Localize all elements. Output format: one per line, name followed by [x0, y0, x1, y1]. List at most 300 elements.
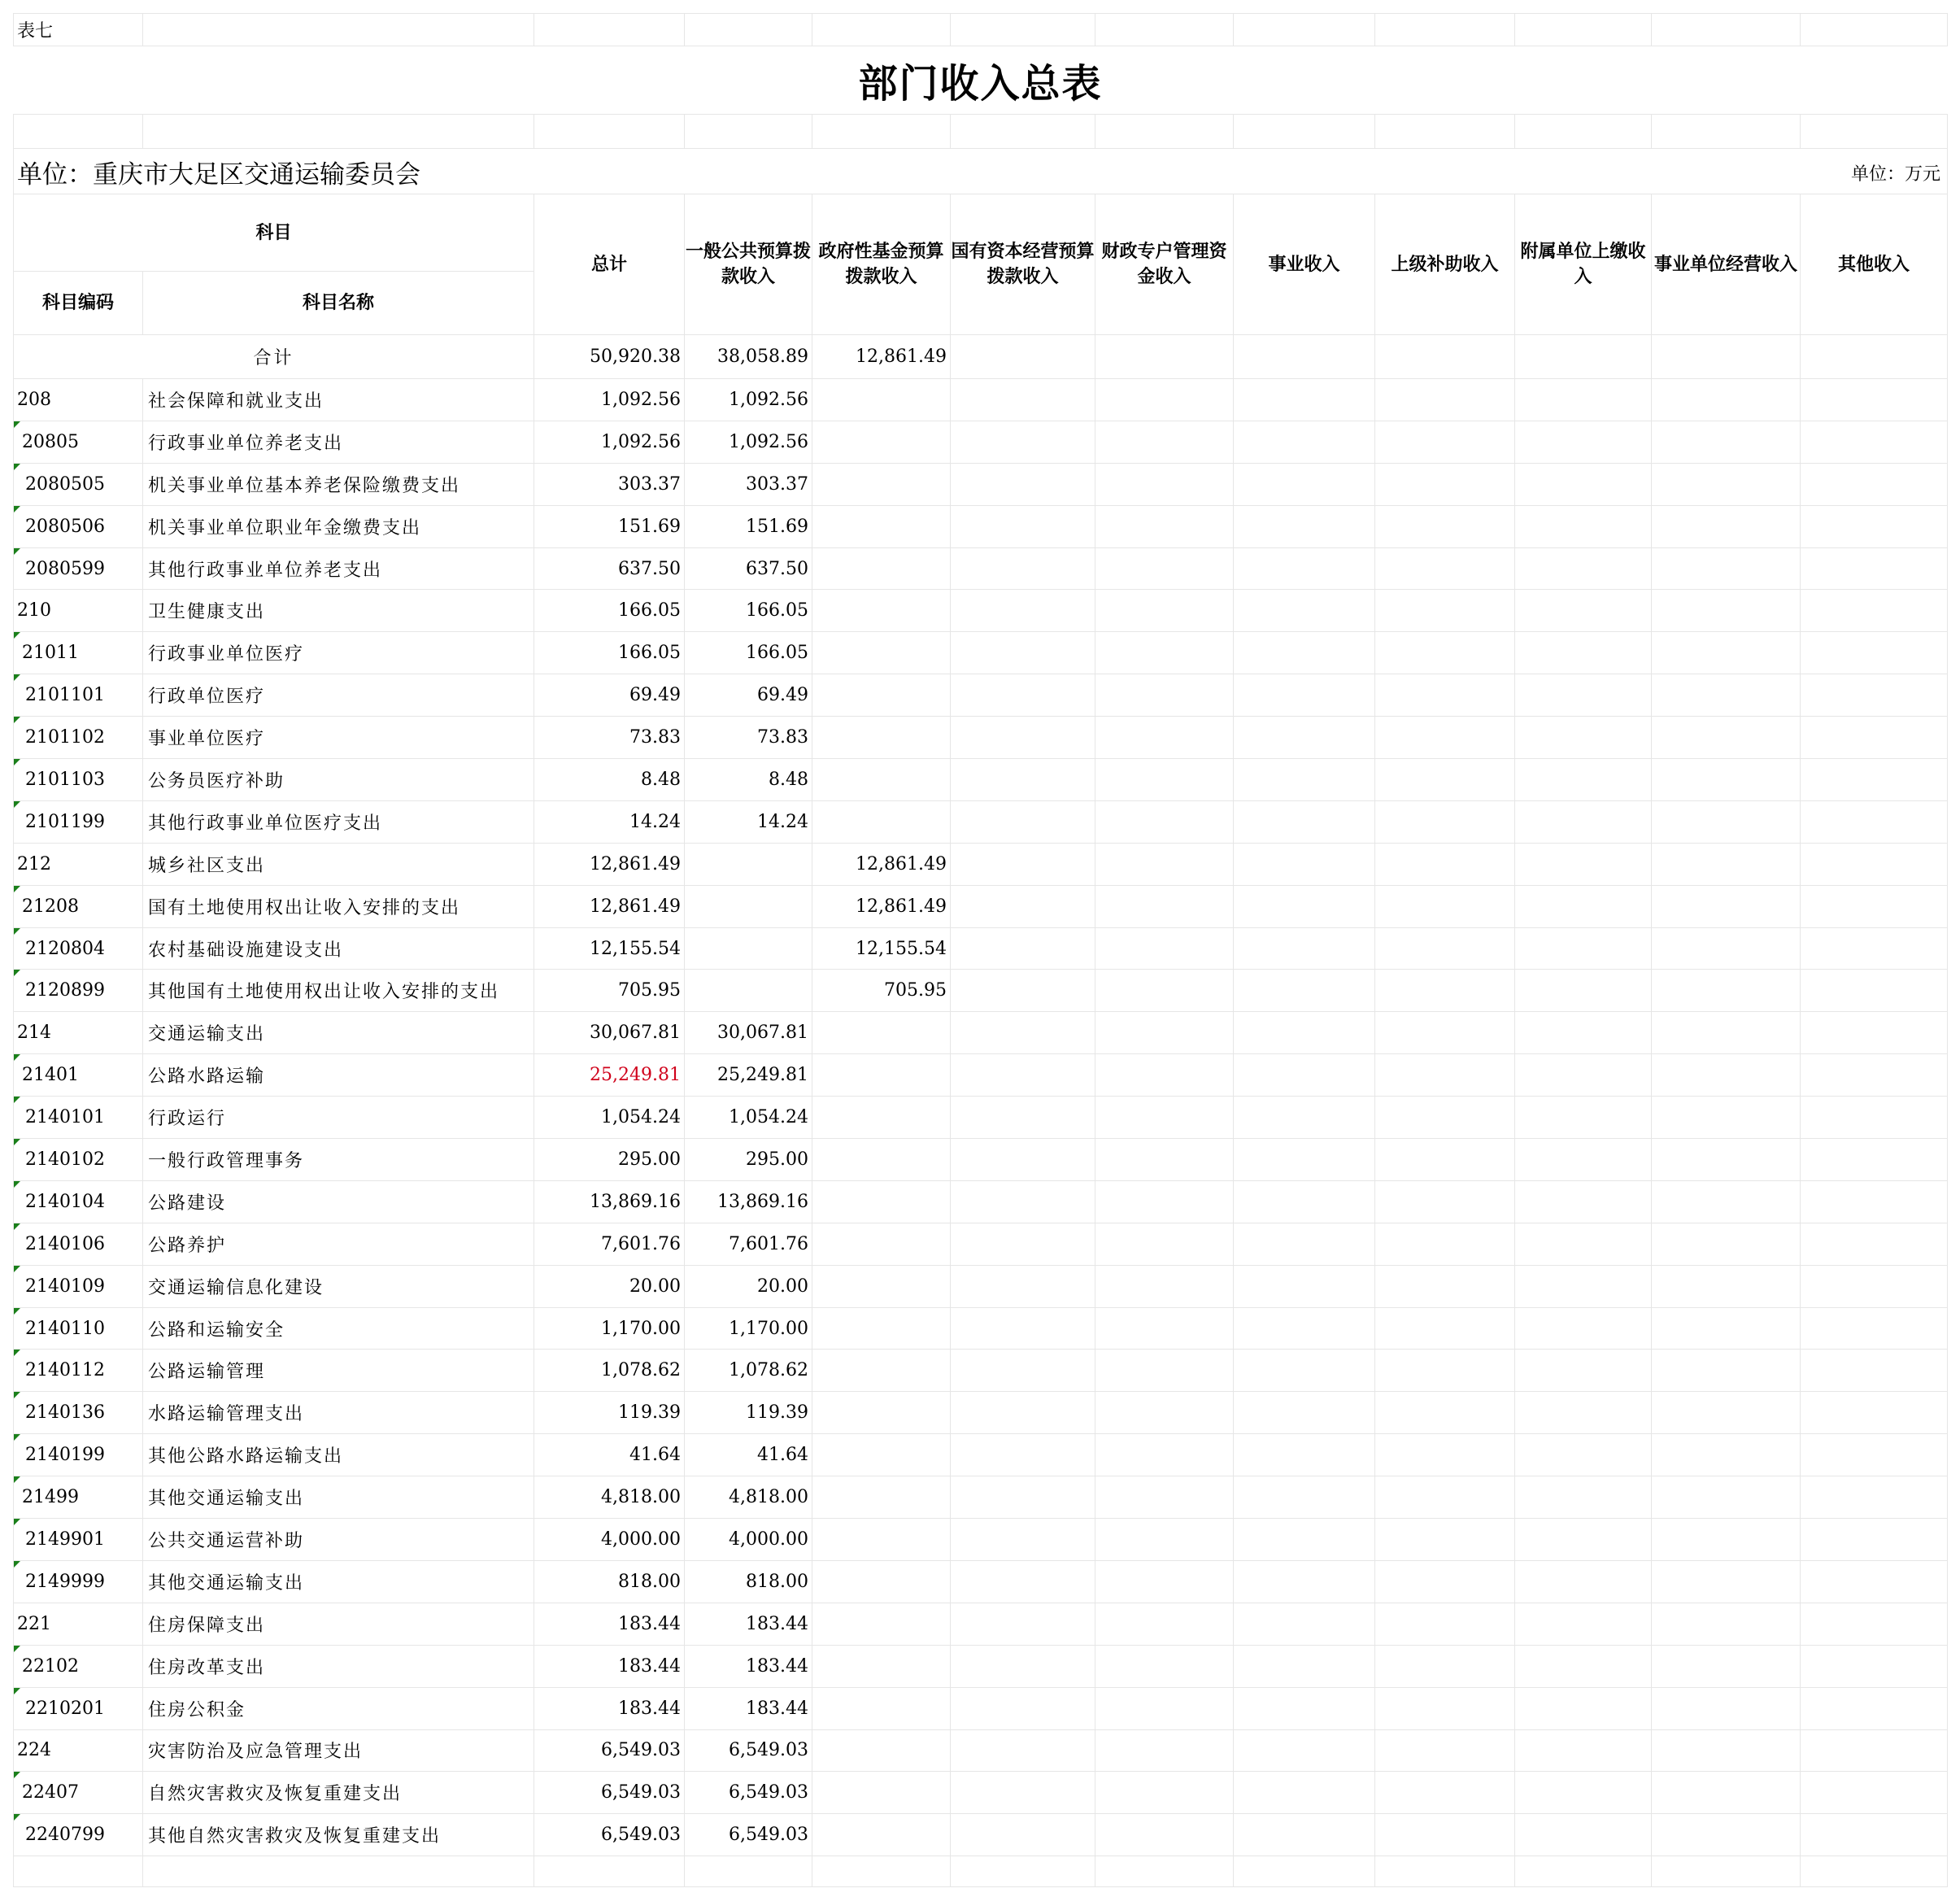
row-total: 6,549.03: [534, 1814, 685, 1856]
subject-code-cell: [14, 674, 143, 717]
row-total: 6,549.03: [534, 1729, 685, 1772]
table-row: [14, 1350, 1948, 1392]
subject-name: 灾害防治及应急管理支出: [143, 1729, 534, 1772]
empty-cell: [1095, 1265, 1234, 1307]
empty-cell: [1375, 379, 1515, 421]
empty-cell: [1515, 1814, 1652, 1856]
empty-cell: [1234, 1519, 1375, 1561]
empty-cell: [951, 759, 1095, 801]
empty-cell: [951, 970, 1095, 1012]
row-general-budget: 14.24: [685, 800, 812, 843]
empty-cell: [1801, 1054, 1948, 1097]
empty-cell: [1095, 1772, 1234, 1814]
row-total: 166.05: [534, 632, 685, 674]
empty-cell: [951, 1223, 1095, 1265]
subject-name: 公路水路运输: [143, 1054, 534, 1097]
row-general-budget: [685, 843, 812, 885]
header-other-income: 其他收入: [1801, 194, 1948, 335]
text-number-marker-icon: [14, 1350, 20, 1356]
row-gov-fund: 705.95: [812, 970, 951, 1012]
table-row: [14, 547, 1948, 590]
row-general-budget: 8.48: [685, 759, 812, 801]
empty-cell: [1095, 1012, 1234, 1054]
empty-cell: [1375, 1350, 1515, 1392]
empty-cell: [1234, 970, 1375, 1012]
row-gov-fund: [812, 800, 951, 843]
subject-code-cell: [14, 1307, 143, 1350]
empty-cell: [1095, 674, 1234, 717]
empty-cell: [1375, 1139, 1515, 1181]
subject-name: 其他自然灾害救灾及恢复重建支出: [143, 1814, 534, 1856]
empty-cell: [1515, 1772, 1652, 1814]
row-general-budget: 6,549.03: [685, 1814, 812, 1856]
empty-cell: [1095, 379, 1234, 421]
subject-name: 事业单位医疗: [143, 717, 534, 759]
subject-code: 2101199: [25, 811, 105, 832]
empty-cell: [1375, 800, 1515, 843]
empty-cell: [1652, 1392, 1801, 1434]
subject-name: 行政事业单位医疗: [143, 632, 534, 674]
empty-cell: [1375, 717, 1515, 759]
empty-cell: [1515, 1476, 1652, 1519]
empty-cell: [1652, 970, 1801, 1012]
empty-cell: [1515, 1350, 1652, 1392]
subject-name: 住房保障支出: [143, 1603, 534, 1645]
row-total: 12,861.49: [534, 885, 685, 927]
row-gov-fund: [812, 1054, 951, 1097]
empty-cell: [1652, 421, 1801, 463]
row-general-budget: 183.44: [685, 1687, 812, 1729]
empty-cell: [1801, 885, 1948, 927]
table-row: [14, 1603, 1948, 1645]
row-general-budget: 1,092.56: [685, 379, 812, 421]
subject-code: 212: [17, 853, 51, 874]
empty-cell: [1095, 1476, 1234, 1519]
row-total: 1,054.24: [534, 1097, 685, 1139]
empty-cell: [1095, 759, 1234, 801]
header-gov-fund: 政府性基金预算拨款收入: [812, 194, 951, 335]
row-gov-fund: [812, 1560, 951, 1603]
empty-cell: [1095, 1856, 1234, 1887]
subject-code-cell: [14, 1054, 143, 1097]
row-general-budget: 6,549.03: [685, 1729, 812, 1772]
empty-cell: [1515, 759, 1652, 801]
subject-code-cell: [14, 1729, 143, 1772]
table-row: [14, 1012, 1948, 1054]
row-general-budget: 818.00: [685, 1560, 812, 1603]
empty-cell: [1375, 674, 1515, 717]
empty-cell: [1515, 1012, 1652, 1054]
empty-cell: [1652, 505, 1801, 547]
empty-cell: [951, 1729, 1095, 1772]
table-row: [14, 590, 1948, 632]
subject-code-cell: [14, 1687, 143, 1729]
empty-cell: [1515, 547, 1652, 590]
empty-cell: [1375, 1097, 1515, 1139]
table-row: [14, 1434, 1948, 1476]
text-number-marker-icon: [14, 548, 20, 555]
empty-cell: [951, 1434, 1095, 1476]
table-row: [14, 1223, 1948, 1265]
empty-cell: [1234, 1180, 1375, 1223]
empty-cell: [1801, 1139, 1948, 1181]
empty-cell: [1515, 970, 1652, 1012]
empty-cell: [1652, 927, 1801, 970]
empty-cell: [1095, 885, 1234, 927]
empty-cell: [1234, 885, 1375, 927]
row-general-budget: 13,869.16: [685, 1180, 812, 1223]
subject-code: 224: [17, 1740, 51, 1761]
empty-cell: [1375, 885, 1515, 927]
empty-cell: [1652, 1097, 1801, 1139]
row-general-budget: 73.83: [685, 717, 812, 759]
subject-name: 其他行政事业单位医疗支出: [143, 800, 534, 843]
empty-cell: [1652, 1687, 1801, 1729]
subject-code-cell: [14, 1434, 143, 1476]
empty-cell: [1095, 505, 1234, 547]
empty-cell: [951, 1054, 1095, 1097]
subject-name: 其他公路水路运输支出: [143, 1434, 534, 1476]
row-general-budget: 6,549.03: [685, 1772, 812, 1814]
subject-code: 21401: [22, 1065, 79, 1086]
row-total: 69.49: [534, 674, 685, 717]
subject-code: 21208: [22, 896, 79, 917]
empty-cell: [1515, 1603, 1652, 1645]
subject-code-cell: [14, 885, 143, 927]
empty-cell: [1515, 1687, 1652, 1729]
row-gov-fund: [812, 505, 951, 547]
row-general-budget: 1,170.00: [685, 1307, 812, 1350]
row-general-budget: 303.37: [685, 463, 812, 505]
empty-cell: [1234, 674, 1375, 717]
empty-cell: [1515, 1307, 1652, 1350]
row-total: 705.95: [534, 970, 685, 1012]
empty-cell: [1375, 843, 1515, 885]
empty-cell: [1375, 1012, 1515, 1054]
row-gov-fund: [812, 1097, 951, 1139]
text-number-marker-icon: [14, 1561, 20, 1568]
total-row-general: 38,058.89: [685, 335, 812, 379]
row-total: 30,067.81: [534, 1012, 685, 1054]
empty-cell: [1375, 1434, 1515, 1476]
empty-cell: [1652, 1054, 1801, 1097]
subject-code-cell: [14, 1012, 143, 1054]
sheet-label: 表七: [14, 14, 143, 46]
table-row: [14, 1814, 1948, 1856]
subject-code: 20805: [22, 431, 79, 452]
empty-cell: [1234, 717, 1375, 759]
empty-cell: [1515, 717, 1652, 759]
empty-cell: [1801, 632, 1948, 674]
empty-cell: [1375, 1814, 1515, 1856]
empty-cell: [1652, 717, 1801, 759]
empty-cell: [951, 843, 1095, 885]
empty-cell: [1234, 1097, 1375, 1139]
empty-cell: [951, 1392, 1095, 1434]
text-number-marker-icon: [14, 1434, 20, 1441]
text-number-marker-icon: [14, 1097, 20, 1103]
row-total: 4,818.00: [534, 1476, 685, 1519]
subject-name: 行政单位医疗: [143, 674, 534, 717]
row-gov-fund: 12,861.49: [812, 843, 951, 885]
table-row: [14, 1560, 1948, 1603]
row-gov-fund: [812, 1307, 951, 1350]
text-number-marker-icon: [14, 1181, 20, 1188]
empty-cell: [1375, 1307, 1515, 1350]
row-total: 6,549.03: [534, 1772, 685, 1814]
subject-code-cell: [14, 1476, 143, 1519]
table-row: [14, 505, 1948, 547]
empty-cell: [951, 1560, 1095, 1603]
empty-cell: [1095, 1307, 1234, 1350]
empty-cell: [951, 674, 1095, 717]
empty-cell: [951, 1012, 1095, 1054]
table-row: [14, 1054, 1948, 1097]
row-gov-fund: [812, 379, 951, 421]
subject-code: 2101102: [25, 727, 105, 748]
empty-cell: [1234, 547, 1375, 590]
subject-name: 农村基础设施建设支出: [143, 927, 534, 970]
empty-cell: [1515, 379, 1652, 421]
empty-cell: [1234, 927, 1375, 970]
empty-cell: [1375, 421, 1515, 463]
row-total: 1,092.56: [534, 379, 685, 421]
subject-name: 机关事业单位职业年金缴费支出: [143, 505, 534, 547]
empty-cell: [951, 379, 1095, 421]
subject-code-cell: [14, 970, 143, 1012]
table-row: [14, 1392, 1948, 1434]
empty-cell: [1515, 1180, 1652, 1223]
row-gov-fund: [812, 1772, 951, 1814]
empty-cell: [1234, 1392, 1375, 1434]
row-gov-fund: [812, 1012, 951, 1054]
row-gov-fund: [812, 1180, 951, 1223]
header-state-capital: 国有资本经营预算拨款收入: [951, 194, 1095, 335]
total-row-label: 合计: [14, 335, 534, 379]
subject-name: 交通运输信息化建设: [143, 1265, 534, 1307]
text-number-marker-icon: [14, 1646, 20, 1652]
empty-cell: [1801, 1772, 1948, 1814]
subject-code: 2080506: [25, 516, 105, 537]
subject-code-cell: [14, 1223, 143, 1265]
empty-cell: [951, 800, 1095, 843]
row-total: 1,170.00: [534, 1307, 685, 1350]
row-general-budget: 166.05: [685, 632, 812, 674]
subject-code-cell: [14, 1645, 143, 1687]
empty-cell: [1234, 379, 1375, 421]
empty-cell: [1652, 1729, 1801, 1772]
empty-cell: [1515, 1097, 1652, 1139]
subject-code-cell: [14, 927, 143, 970]
subject-name: 公务员医疗补助: [143, 759, 534, 801]
subject-code-cell: [14, 843, 143, 885]
subject-code: 221: [17, 1613, 51, 1634]
empty-cell: [1515, 885, 1652, 927]
empty-cell: [951, 1180, 1095, 1223]
header-business-income: 事业收入: [1234, 194, 1375, 335]
empty-cell: [1652, 674, 1801, 717]
empty-cell: [1515, 590, 1652, 632]
row-general-budget: 20.00: [685, 1265, 812, 1307]
empty-cell: [1515, 1560, 1652, 1603]
subject-name: 公路养护: [143, 1223, 534, 1265]
subject-code-cell: [14, 632, 143, 674]
empty-cell: [1095, 1392, 1234, 1434]
subject-code-cell: [14, 1603, 143, 1645]
empty-cell: [1515, 1729, 1652, 1772]
subject-code: 2210201: [25, 1698, 105, 1719]
empty-cell: [1375, 1392, 1515, 1434]
empty-cell: [1515, 674, 1652, 717]
empty-cell: [1801, 1434, 1948, 1476]
subject-code: 21011: [22, 643, 79, 664]
text-number-marker-icon: [14, 1266, 20, 1272]
empty-cell: [1801, 505, 1948, 547]
empty-cell: [1801, 547, 1948, 590]
empty-cell: [1801, 1645, 1948, 1687]
row-gov-fund: [812, 1603, 951, 1645]
empty-cell: [1801, 1687, 1948, 1729]
text-number-marker-icon: [14, 970, 20, 976]
empty-cell: [951, 1603, 1095, 1645]
row-total: 25,249.81: [534, 1054, 685, 1097]
empty-cell: [1652, 885, 1801, 927]
empty-cell: [1375, 1180, 1515, 1223]
row-gov-fund: [812, 547, 951, 590]
page-title: 部门收入总表: [14, 46, 1948, 115]
table-row: [14, 632, 1948, 674]
empty-cell: [1234, 1054, 1375, 1097]
empty-cell: [1095, 590, 1234, 632]
subject-code: 2101101: [25, 685, 105, 706]
empty-cell: [1515, 1434, 1652, 1476]
row-general-budget: 1,078.62: [685, 1350, 812, 1392]
subject-code: 2120804: [25, 938, 105, 959]
row-gov-fund: 12,861.49: [812, 885, 951, 927]
subject-name: 其他行政事业单位养老支出: [143, 547, 534, 590]
row-gov-fund: [812, 1350, 951, 1392]
empty-cell: [1801, 800, 1948, 843]
empty-cell: [951, 1687, 1095, 1729]
row-total: 14.24: [534, 800, 685, 843]
empty-cell: [1095, 547, 1234, 590]
empty-cell: [1801, 843, 1948, 885]
empty-cell: [1095, 1687, 1234, 1729]
empty-cell: [1652, 1814, 1801, 1856]
empty-cell: [1234, 843, 1375, 885]
subject-code: 2140199: [25, 1445, 105, 1466]
empty-cell: [1375, 632, 1515, 674]
row-total: 4,000.00: [534, 1519, 685, 1561]
empty-cell: [1375, 1476, 1515, 1519]
row-general-budget: 4,818.00: [685, 1476, 812, 1519]
empty-cell: [1375, 1054, 1515, 1097]
empty-cell: [951, 1350, 1095, 1392]
subject-name: 城乡社区支出: [143, 843, 534, 885]
subject-name: 水路运输管理支出: [143, 1392, 534, 1434]
empty-cell: [1801, 421, 1948, 463]
empty-cell: [1801, 379, 1948, 421]
subject-code: 21499: [22, 1487, 79, 1508]
text-number-marker-icon: [14, 1392, 20, 1398]
subject-name: 行政运行: [143, 1097, 534, 1139]
empty-cell: [1095, 1054, 1234, 1097]
subject-code-cell: [14, 717, 143, 759]
text-number-marker-icon: [14, 801, 20, 808]
empty-cell: [1515, 463, 1652, 505]
empty-cell: [1652, 1434, 1801, 1476]
empty-cell: [951, 1265, 1095, 1307]
subject-name: 住房改革支出: [143, 1645, 534, 1687]
empty-cell: [1095, 1434, 1234, 1476]
row-total: 151.69: [534, 505, 685, 547]
empty-cell: [1801, 927, 1948, 970]
empty-cell: [1095, 927, 1234, 970]
row-total: 637.50: [534, 547, 685, 590]
empty-cell: [1801, 1603, 1948, 1645]
row-gov-fund: [812, 1476, 951, 1519]
row-general-budget: 69.49: [685, 674, 812, 717]
empty-cell: [1801, 1012, 1948, 1054]
empty-cell: [1801, 590, 1948, 632]
text-number-marker-icon: [14, 632, 20, 639]
income-summary-sheet: [13, 13, 1948, 1887]
row-general-budget: 151.69: [685, 505, 812, 547]
empty-cell: [1801, 1097, 1948, 1139]
empty-cell: [1095, 1729, 1234, 1772]
empty-cell: [1234, 1350, 1375, 1392]
table-row: [14, 1180, 1948, 1223]
subject-code: 2140110: [25, 1318, 105, 1339]
row-general-budget: 1,092.56: [685, 421, 812, 463]
subject-name: 社会保障和就业支出: [143, 379, 534, 421]
subject-name: 机关事业单位基本养老保险缴费支出: [143, 463, 534, 505]
empty-cell: [1234, 1645, 1375, 1687]
empty-cell: [1095, 1814, 1234, 1856]
empty-cell: [1234, 421, 1375, 463]
empty-cell: [1234, 1687, 1375, 1729]
row-gov-fund: [812, 717, 951, 759]
empty-cell: [1095, 1645, 1234, 1687]
table-row: [14, 843, 1948, 885]
row-total: 183.44: [534, 1645, 685, 1687]
subject-code-cell: [14, 1814, 143, 1856]
table-row: [14, 421, 1948, 463]
empty-cell: [1515, 1054, 1652, 1097]
empty-cell: [1801, 1180, 1948, 1223]
subject-code-cell: [14, 1519, 143, 1561]
empty-cell: [1515, 1392, 1652, 1434]
subject-code: 2140136: [25, 1402, 105, 1424]
subject-code: 2140102: [25, 1149, 105, 1170]
subject-code-cell: [14, 1180, 143, 1223]
row-gov-fund: [812, 1392, 951, 1434]
empty-cell: [1234, 590, 1375, 632]
unit-currency: 单位：万元: [1801, 149, 1948, 194]
empty-cell: [1375, 1772, 1515, 1814]
empty-cell: [1515, 1265, 1652, 1307]
empty-cell: [1234, 1729, 1375, 1772]
subject-code: 2080505: [25, 473, 105, 495]
empty-cell: [1801, 759, 1948, 801]
empty-cell: [1234, 1012, 1375, 1054]
empty-cell: [1515, 1519, 1652, 1561]
row-general-budget: 183.44: [685, 1645, 812, 1687]
row-general-budget: [685, 885, 812, 927]
empty-cell: [1375, 1729, 1515, 1772]
empty-cell: [1652, 547, 1801, 590]
subject-code-cell: [14, 505, 143, 547]
